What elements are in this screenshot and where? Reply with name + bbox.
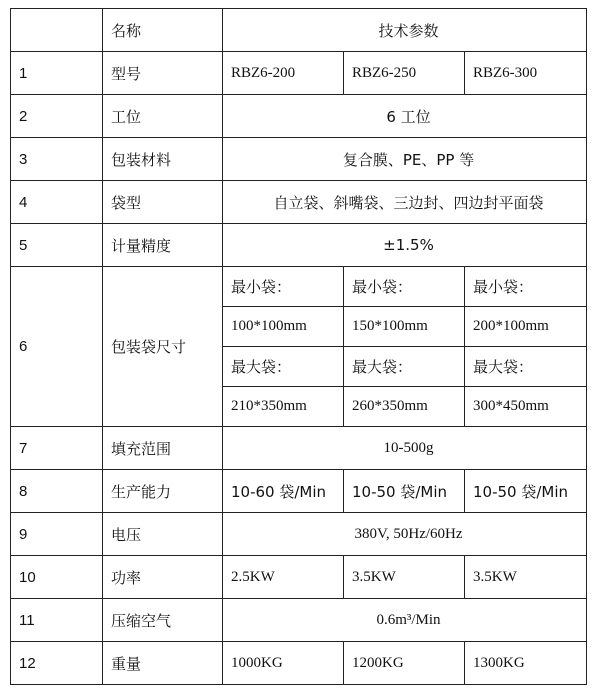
voltage-value: 380V, 50Hz/60Hz <box>223 513 587 556</box>
power-value: 3.5KW <box>344 556 465 599</box>
table-row <box>11 267 587 307</box>
min-bag-label: 最小袋： <box>223 267 344 307</box>
row-name: 生产能力 <box>103 470 223 513</box>
material-value: 复合膜、PE、PP 等 <box>223 138 587 181</box>
header-number-cell <box>11 9 103 52</box>
power-value: 2.5KW <box>223 556 344 599</box>
table-row <box>11 138 587 181</box>
row-name: 压缩空气 <box>103 599 223 642</box>
compressed-air-value: 0.6m³/Min <box>223 599 587 642</box>
table-row <box>11 599 587 642</box>
min-bag-label: 最小袋： <box>465 267 587 307</box>
row-name: 功率 <box>103 556 223 599</box>
spec-table <box>10 8 587 685</box>
row-number: 7 <box>11 427 103 470</box>
model-value: RBZ6-300 <box>465 52 587 95</box>
row-name: 包装材料 <box>103 138 223 181</box>
capacity-value: 10-50 袋/Min <box>344 470 465 513</box>
max-bag-size: 210*350mm <box>223 387 344 427</box>
header-name-cell: 名称 <box>103 9 223 52</box>
row-name: 包装袋尺寸 <box>103 267 223 427</box>
min-bag-label: 最小袋： <box>344 267 465 307</box>
row-number: 1 <box>11 52 103 95</box>
row-name: 重量 <box>103 642 223 685</box>
row-number: 5 <box>11 224 103 267</box>
row-number: 11 <box>11 599 103 642</box>
table-row <box>11 513 587 556</box>
min-bag-size: 150*100mm <box>344 307 465 347</box>
header-params-cell: 技术参数 <box>223 9 587 52</box>
max-bag-label: 最大袋： <box>223 347 344 387</box>
row-name: 计量精度 <box>103 224 223 267</box>
row-name: 袋型 <box>103 181 223 224</box>
table-row <box>11 181 587 224</box>
table-header-row <box>11 9 587 52</box>
max-bag-size: 260*350mm <box>344 387 465 427</box>
max-bag-size: 300*450mm <box>465 387 587 427</box>
table-row <box>11 224 587 267</box>
row-number: 4 <box>11 181 103 224</box>
accuracy-value: ±1.5% <box>223 224 587 267</box>
capacity-value: 10-50 袋/Min <box>465 470 587 513</box>
model-value: RBZ6-200 <box>223 52 344 95</box>
capacity-value: 10-60 袋/Min <box>223 470 344 513</box>
row-name: 工位 <box>103 95 223 138</box>
min-bag-size: 200*100mm <box>465 307 587 347</box>
max-bag-label: 最大袋： <box>465 347 587 387</box>
model-value: RBZ6-250 <box>344 52 465 95</box>
table-row <box>11 642 587 685</box>
row-number: 6 <box>11 267 103 427</box>
row-name: 电压 <box>103 513 223 556</box>
weight-value: 1000KG <box>223 642 344 685</box>
row-number: 3 <box>11 138 103 181</box>
fill-range-value: 10-500g <box>223 427 587 470</box>
row-number: 2 <box>11 95 103 138</box>
min-bag-size: 100*100mm <box>223 307 344 347</box>
weight-value: 1300KG <box>465 642 587 685</box>
power-value: 3.5KW <box>465 556 587 599</box>
row-number: 10 <box>11 556 103 599</box>
table-row <box>11 52 587 95</box>
table-row <box>11 470 587 513</box>
table-row <box>11 556 587 599</box>
table-row <box>11 95 587 138</box>
weight-value: 1200KG <box>344 642 465 685</box>
station-value: 6 工位 <box>223 95 587 138</box>
row-name: 型号 <box>103 52 223 95</box>
row-number: 9 <box>11 513 103 556</box>
row-name: 填充范围 <box>103 427 223 470</box>
bag-type-value: 自立袋、斜嘴袋、三边封、四边封平面袋 <box>223 181 587 224</box>
table-row <box>11 427 587 470</box>
max-bag-label: 最大袋： <box>344 347 465 387</box>
row-number: 12 <box>11 642 103 685</box>
row-number: 8 <box>11 470 103 513</box>
